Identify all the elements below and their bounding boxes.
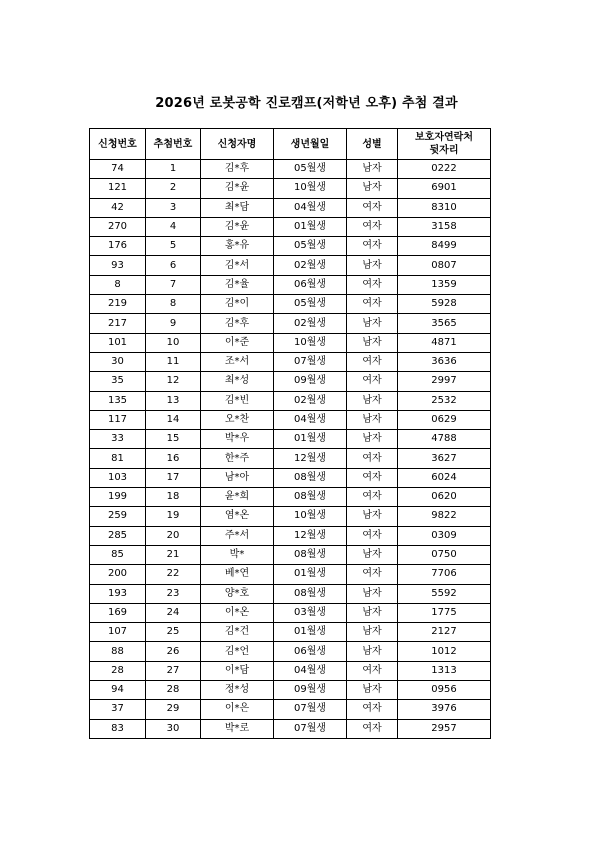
header-guardian-contact-line2: 뒷자리 bbox=[429, 145, 459, 156]
cell-gender: 여자 bbox=[347, 700, 398, 719]
cell-application-number: 117 bbox=[90, 410, 146, 429]
cell-application-number: 107 bbox=[90, 623, 146, 642]
cell-contact-digits: 5928 bbox=[398, 295, 491, 314]
cell-draw-number: 7 bbox=[146, 275, 201, 294]
cell-applicant-name: 박*로 bbox=[201, 719, 274, 738]
cell-gender: 여자 bbox=[347, 526, 398, 545]
cell-applicant-name: 윤*희 bbox=[201, 488, 274, 507]
cell-application-number: 30 bbox=[90, 352, 146, 371]
cell-contact-digits: 0956 bbox=[398, 681, 491, 700]
cell-applicant-name: 홍*유 bbox=[201, 237, 274, 256]
cell-draw-number: 23 bbox=[146, 584, 201, 603]
cell-applicant-name: 박*우 bbox=[201, 430, 274, 449]
table-row bbox=[90, 179, 491, 198]
lottery-results-table bbox=[89, 128, 491, 739]
table-row bbox=[90, 449, 491, 468]
table-row bbox=[90, 372, 491, 391]
cell-birth-month: 08월생 bbox=[274, 468, 347, 487]
header-applicant-name: 신청자명 bbox=[201, 129, 274, 160]
cell-application-number: 285 bbox=[90, 526, 146, 545]
cell-applicant-name: 오*찬 bbox=[201, 410, 274, 429]
cell-applicant-name: 조*서 bbox=[201, 352, 274, 371]
cell-applicant-name: 최*성 bbox=[201, 372, 274, 391]
cell-contact-digits: 3565 bbox=[398, 314, 491, 333]
cell-draw-number: 30 bbox=[146, 719, 201, 738]
cell-contact-digits: 3627 bbox=[398, 449, 491, 468]
cell-gender: 남자 bbox=[347, 584, 398, 603]
cell-birth-month: 01월생 bbox=[274, 623, 347, 642]
cell-gender: 남자 bbox=[347, 545, 398, 564]
cell-gender: 여자 bbox=[347, 237, 398, 256]
cell-draw-number: 26 bbox=[146, 642, 201, 661]
table-row bbox=[90, 661, 491, 680]
table-row bbox=[90, 275, 491, 294]
cell-draw-number: 18 bbox=[146, 488, 201, 507]
table-row bbox=[90, 468, 491, 487]
cell-gender: 여자 bbox=[347, 449, 398, 468]
cell-application-number: 42 bbox=[90, 198, 146, 217]
cell-draw-number: 19 bbox=[146, 507, 201, 526]
cell-applicant-name: 양*호 bbox=[201, 584, 274, 603]
cell-applicant-name: 주*서 bbox=[201, 526, 274, 545]
cell-applicant-name: 김*후 bbox=[201, 314, 274, 333]
cell-birth-month: 01월생 bbox=[274, 565, 347, 584]
cell-applicant-name: 김*서 bbox=[201, 256, 274, 275]
table-row bbox=[90, 295, 491, 314]
cell-gender: 여자 bbox=[347, 198, 398, 217]
table-row bbox=[90, 237, 491, 256]
cell-gender: 여자 bbox=[347, 352, 398, 371]
cell-applicant-name: 김*이 bbox=[201, 295, 274, 314]
cell-birth-month: 12월생 bbox=[274, 449, 347, 468]
cell-applicant-name: 이*준 bbox=[201, 333, 274, 352]
cell-birth-month: 07월생 bbox=[274, 700, 347, 719]
header-gender: 성별 bbox=[347, 129, 398, 160]
cell-contact-digits: 8310 bbox=[398, 198, 491, 217]
cell-birth-month: 07월생 bbox=[274, 352, 347, 371]
cell-draw-number: 11 bbox=[146, 352, 201, 371]
cell-application-number: 85 bbox=[90, 545, 146, 564]
cell-birth-month: 06월생 bbox=[274, 642, 347, 661]
cell-applicant-name: 이*은 bbox=[201, 700, 274, 719]
cell-contact-digits: 0807 bbox=[398, 256, 491, 275]
cell-application-number: 88 bbox=[90, 642, 146, 661]
cell-contact-digits: 2957 bbox=[398, 719, 491, 738]
cell-draw-number: 29 bbox=[146, 700, 201, 719]
cell-birth-month: 05월생 bbox=[274, 295, 347, 314]
cell-contact-digits: 8499 bbox=[398, 237, 491, 256]
cell-application-number: 193 bbox=[90, 584, 146, 603]
cell-birth-month: 02월생 bbox=[274, 314, 347, 333]
cell-applicant-name: 김*빈 bbox=[201, 391, 274, 410]
cell-gender: 남자 bbox=[347, 642, 398, 661]
cell-birth-month: 06월생 bbox=[274, 275, 347, 294]
cell-contact-digits: 1359 bbox=[398, 275, 491, 294]
cell-application-number: 101 bbox=[90, 333, 146, 352]
cell-application-number: 259 bbox=[90, 507, 146, 526]
cell-application-number: 217 bbox=[90, 314, 146, 333]
table-row bbox=[90, 352, 491, 371]
cell-contact-digits: 1313 bbox=[398, 661, 491, 680]
cell-draw-number: 16 bbox=[146, 449, 201, 468]
cell-birth-month: 05월생 bbox=[274, 237, 347, 256]
cell-birth-month: 08월생 bbox=[274, 545, 347, 564]
cell-gender: 여자 bbox=[347, 468, 398, 487]
cell-application-number: 94 bbox=[90, 681, 146, 700]
cell-gender: 남자 bbox=[347, 160, 398, 179]
cell-draw-number: 22 bbox=[146, 565, 201, 584]
cell-applicant-name: 베*연 bbox=[201, 565, 274, 584]
cell-contact-digits: 0620 bbox=[398, 488, 491, 507]
cell-gender: 여자 bbox=[347, 217, 398, 236]
cell-draw-number: 14 bbox=[146, 410, 201, 429]
cell-application-number: 121 bbox=[90, 179, 146, 198]
cell-application-number: 200 bbox=[90, 565, 146, 584]
cell-gender: 남자 bbox=[347, 314, 398, 333]
cell-gender: 남자 bbox=[347, 391, 398, 410]
cell-gender: 남자 bbox=[347, 410, 398, 429]
cell-contact-digits: 3636 bbox=[398, 352, 491, 371]
table-row bbox=[90, 603, 491, 622]
table-row bbox=[90, 160, 491, 179]
cell-application-number: 93 bbox=[90, 256, 146, 275]
table-row bbox=[90, 642, 491, 661]
header-draw-number: 추첨번호 bbox=[146, 129, 201, 160]
cell-application-number: 8 bbox=[90, 275, 146, 294]
cell-application-number: 35 bbox=[90, 372, 146, 391]
cell-gender: 여자 bbox=[347, 275, 398, 294]
header-guardian-contact bbox=[398, 129, 491, 160]
cell-gender: 남자 bbox=[347, 603, 398, 622]
cell-application-number: 169 bbox=[90, 603, 146, 622]
table-row bbox=[90, 623, 491, 642]
cell-gender: 남자 bbox=[347, 430, 398, 449]
cell-draw-number: 3 bbox=[146, 198, 201, 217]
cell-birth-month: 03월생 bbox=[274, 603, 347, 622]
cell-draw-number: 20 bbox=[146, 526, 201, 545]
cell-application-number: 81 bbox=[90, 449, 146, 468]
cell-applicant-name: 김*율 bbox=[201, 275, 274, 294]
cell-draw-number: 25 bbox=[146, 623, 201, 642]
table-row bbox=[90, 391, 491, 410]
table-row bbox=[90, 256, 491, 275]
cell-applicant-name: 최*담 bbox=[201, 198, 274, 217]
cell-birth-month: 01월생 bbox=[274, 217, 347, 236]
cell-birth-month: 04월생 bbox=[274, 410, 347, 429]
cell-draw-number: 4 bbox=[146, 217, 201, 236]
cell-contact-digits: 0222 bbox=[398, 160, 491, 179]
header-application-number: 신청번호 bbox=[90, 129, 146, 160]
cell-contact-digits: 3158 bbox=[398, 217, 491, 236]
cell-application-number: 219 bbox=[90, 295, 146, 314]
cell-draw-number: 5 bbox=[146, 237, 201, 256]
cell-gender: 여자 bbox=[347, 661, 398, 680]
cell-applicant-name: 남*아 bbox=[201, 468, 274, 487]
table-row bbox=[90, 217, 491, 236]
cell-draw-number: 12 bbox=[146, 372, 201, 391]
header-guardian-contact-line1: 보호자연락처 bbox=[415, 132, 473, 143]
cell-draw-number: 1 bbox=[146, 160, 201, 179]
cell-draw-number: 13 bbox=[146, 391, 201, 410]
cell-gender: 여자 bbox=[347, 488, 398, 507]
cell-birth-month: 08월생 bbox=[274, 584, 347, 603]
cell-contact-digits: 0629 bbox=[398, 410, 491, 429]
cell-draw-number: 21 bbox=[146, 545, 201, 564]
cell-contact-digits: 0750 bbox=[398, 545, 491, 564]
cell-contact-digits: 5592 bbox=[398, 584, 491, 603]
cell-draw-number: 10 bbox=[146, 333, 201, 352]
cell-birth-month: 10월생 bbox=[274, 333, 347, 352]
cell-contact-digits: 2532 bbox=[398, 391, 491, 410]
cell-application-number: 176 bbox=[90, 237, 146, 256]
cell-birth-month: 05월생 bbox=[274, 160, 347, 179]
cell-application-number: 33 bbox=[90, 430, 146, 449]
cell-birth-month: 04월생 bbox=[274, 198, 347, 217]
cell-contact-digits: 1775 bbox=[398, 603, 491, 622]
cell-applicant-name: 정*성 bbox=[201, 681, 274, 700]
cell-draw-number: 6 bbox=[146, 256, 201, 275]
cell-application-number: 199 bbox=[90, 488, 146, 507]
cell-birth-month: 07월생 bbox=[274, 719, 347, 738]
table-header-row bbox=[90, 129, 491, 160]
header-birth-month: 생년월일 bbox=[274, 129, 347, 160]
cell-gender: 남자 bbox=[347, 507, 398, 526]
cell-birth-month: 08월생 bbox=[274, 488, 347, 507]
table-row bbox=[90, 507, 491, 526]
cell-contact-digits: 9822 bbox=[398, 507, 491, 526]
table-row bbox=[90, 410, 491, 429]
table-row bbox=[90, 681, 491, 700]
cell-applicant-name: 염*온 bbox=[201, 507, 274, 526]
cell-birth-month: 02월생 bbox=[274, 256, 347, 275]
cell-draw-number: 28 bbox=[146, 681, 201, 700]
cell-applicant-name: 김*윤 bbox=[201, 179, 274, 198]
cell-draw-number: 27 bbox=[146, 661, 201, 680]
cell-application-number: 83 bbox=[90, 719, 146, 738]
cell-applicant-name: 박* bbox=[201, 545, 274, 564]
cell-application-number: 37 bbox=[90, 700, 146, 719]
cell-application-number: 28 bbox=[90, 661, 146, 680]
table-body bbox=[90, 160, 491, 739]
table-row bbox=[90, 526, 491, 545]
cell-gender: 남자 bbox=[347, 681, 398, 700]
cell-application-number: 74 bbox=[90, 160, 146, 179]
cell-applicant-name: 김*건 bbox=[201, 623, 274, 642]
cell-application-number: 135 bbox=[90, 391, 146, 410]
table-row bbox=[90, 545, 491, 564]
cell-contact-digits: 3976 bbox=[398, 700, 491, 719]
table-row bbox=[90, 333, 491, 352]
table-row bbox=[90, 719, 491, 738]
cell-gender: 남자 bbox=[347, 256, 398, 275]
cell-applicant-name: 김*윤 bbox=[201, 217, 274, 236]
cell-draw-number: 15 bbox=[146, 430, 201, 449]
cell-contact-digits: 4871 bbox=[398, 333, 491, 352]
cell-applicant-name: 이*담 bbox=[201, 661, 274, 680]
cell-contact-digits: 7706 bbox=[398, 565, 491, 584]
cell-contact-digits: 2127 bbox=[398, 623, 491, 642]
cell-gender: 여자 bbox=[347, 372, 398, 391]
table-row bbox=[90, 198, 491, 217]
cell-applicant-name: 한*주 bbox=[201, 449, 274, 468]
cell-birth-month: 10월생 bbox=[274, 507, 347, 526]
cell-contact-digits: 6901 bbox=[398, 179, 491, 198]
cell-birth-month: 09월생 bbox=[274, 681, 347, 700]
table-row bbox=[90, 314, 491, 333]
cell-applicant-name: 이*온 bbox=[201, 603, 274, 622]
cell-gender: 남자 bbox=[347, 623, 398, 642]
cell-gender: 여자 bbox=[347, 295, 398, 314]
cell-gender: 남자 bbox=[347, 179, 398, 198]
table-row bbox=[90, 700, 491, 719]
cell-applicant-name: 김*후 bbox=[201, 160, 274, 179]
cell-contact-digits: 2997 bbox=[398, 372, 491, 391]
cell-gender: 남자 bbox=[347, 333, 398, 352]
cell-draw-number: 9 bbox=[146, 314, 201, 333]
cell-application-number: 270 bbox=[90, 217, 146, 236]
cell-draw-number: 8 bbox=[146, 295, 201, 314]
cell-gender: 여자 bbox=[347, 565, 398, 584]
cell-contact-digits: 6024 bbox=[398, 468, 491, 487]
cell-birth-month: 02월생 bbox=[274, 391, 347, 410]
cell-birth-month: 12월생 bbox=[274, 526, 347, 545]
cell-birth-month: 10월생 bbox=[274, 179, 347, 198]
cell-birth-month: 09월생 bbox=[274, 372, 347, 391]
cell-application-number: 103 bbox=[90, 468, 146, 487]
document-title: 2026년 로봇공학 진로캠프(저학년 오후) 추첨 결과 bbox=[155, 96, 458, 111]
table-row bbox=[90, 565, 491, 584]
cell-contact-digits: 4788 bbox=[398, 430, 491, 449]
table-row bbox=[90, 488, 491, 507]
cell-birth-month: 01월생 bbox=[274, 430, 347, 449]
cell-draw-number: 24 bbox=[146, 603, 201, 622]
table-row bbox=[90, 584, 491, 603]
table-row bbox=[90, 430, 491, 449]
cell-draw-number: 2 bbox=[146, 179, 201, 198]
cell-gender: 여자 bbox=[347, 719, 398, 738]
cell-applicant-name: 김*언 bbox=[201, 642, 274, 661]
cell-contact-digits: 0309 bbox=[398, 526, 491, 545]
cell-contact-digits: 1012 bbox=[398, 642, 491, 661]
cell-birth-month: 04월생 bbox=[274, 661, 347, 680]
cell-draw-number: 17 bbox=[146, 468, 201, 487]
